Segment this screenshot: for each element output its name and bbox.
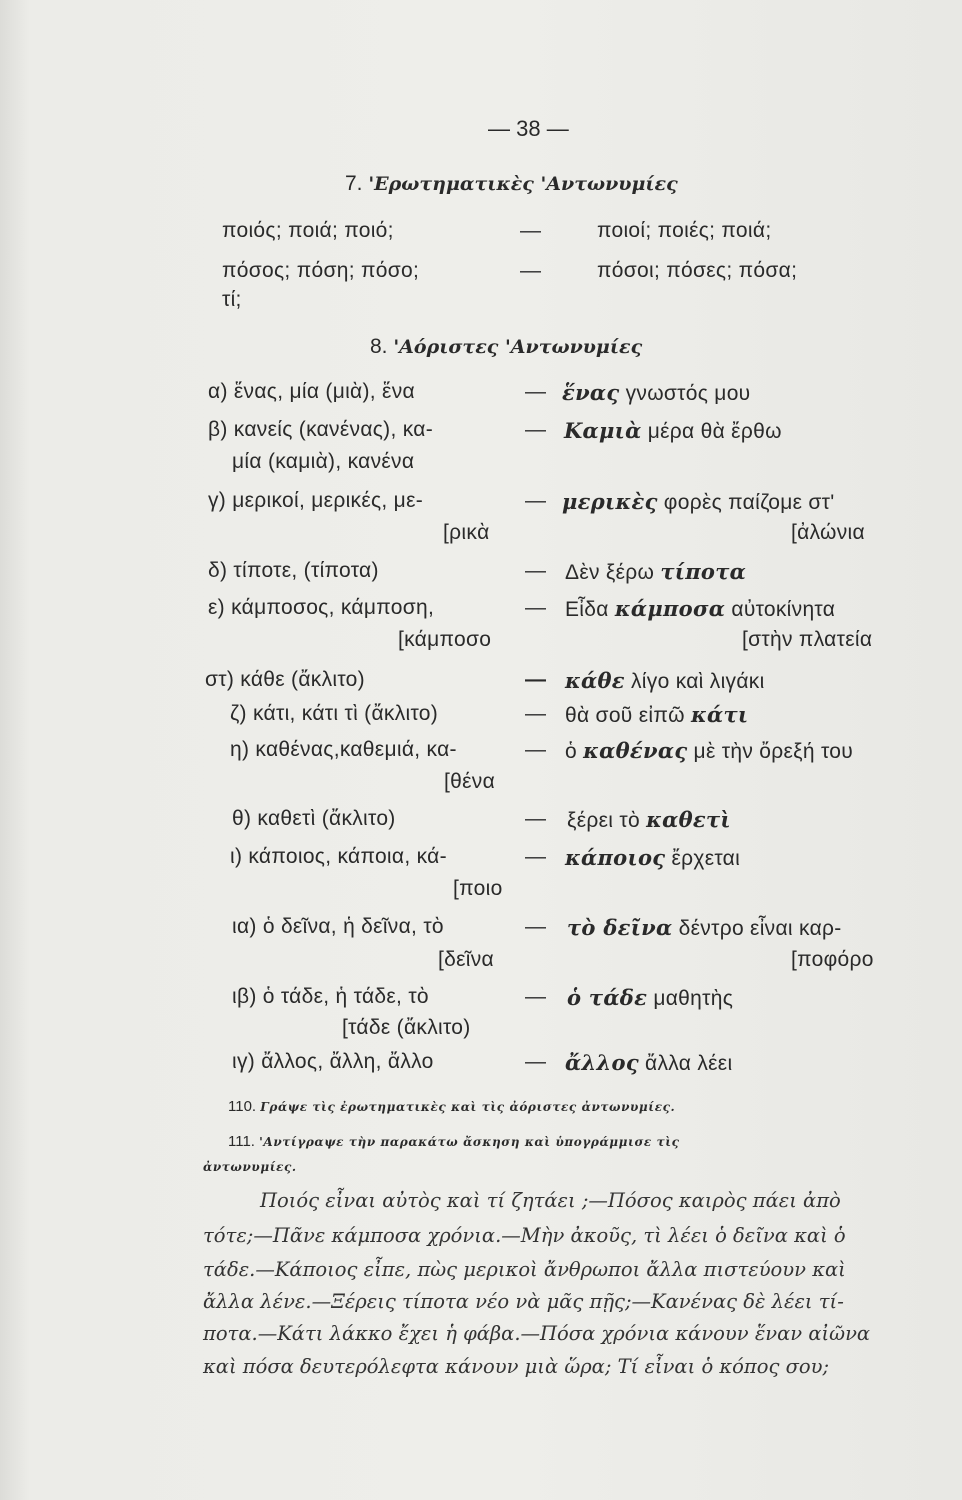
s8-row-z-left: ζ) κάτι, κάτι τὶ (ἄκλιτο) <box>230 702 439 725</box>
s8-row-ig-right: ἄλλος ἄλλα λέει <box>565 1050 733 1075</box>
s8-row-th-dash: — <box>525 807 546 830</box>
s8-row-a-dash: — <box>525 380 546 403</box>
s8-row-e-dash: — <box>525 596 546 619</box>
s8-row-i-dash: — <box>525 845 546 868</box>
s8-row-ig-left: ιγ) ἄλλος, ἄλλη, ἄλλο <box>232 1050 434 1073</box>
section-7-heading <box>345 172 678 196</box>
s8-row-b-left: β) κανείς (κανένας), κα- <box>208 418 434 441</box>
s8-row-b-cont: μία (καμιὰ), κανένα <box>232 450 415 473</box>
s8-row-ig-dash: — <box>525 1050 546 1073</box>
s7-row-2-right: πόσοι; πόσες; πόσα; <box>597 259 798 282</box>
exercise-111: 111. 'Αντίγραψε τὴν παρακάτω ἄσκηση καὶ ὑπογράμμισε τὶς <box>228 1133 680 1150</box>
s8-row-d-left: δ) τίποτε, (τίποτα) <box>208 559 379 582</box>
s8-row-ia-cont-left: [δεῖνα <box>438 948 494 971</box>
s8-row-ia-dash: — <box>525 915 546 938</box>
paragraph-line-1: Ποιός εἶναι αὐτὸς καὶ τί ζητάει ;—Πόσος καιρὸς πάει ἀπὸ <box>260 1189 841 1212</box>
page-number: — 38 — <box>488 116 569 141</box>
s8-row-h-right: ὁ καθένας μὲ τὴν ὄρεξή του <box>565 738 854 763</box>
s8-row-c-right: μερικὲς φορὲς παίζομε στ' <box>562 489 835 514</box>
s8-row-e-left: ε) κάμποσος, κάμποση, <box>208 596 435 619</box>
paragraph-line-3: τάδε.—Κάποιος εἶπε, πὼς μερικοὶ ἄνθρωποι ἄλλα πιστεύουν καὶ <box>203 1258 846 1281</box>
paragraph-line-2: τότε;—Πᾶνε κάμποσα χρόνια.—Μὴν ἀκοῦς, τὶ λέει ὁ δεῖνα καὶ ὁ <box>203 1224 846 1247</box>
s8-row-th-left: θ) καθετὶ (ἄκλιτο) <box>232 807 396 830</box>
s8-row-st-right: κάθε λίγο καὶ λιγάκι <box>565 668 765 693</box>
s8-row-c-left: γ) μερικοί, μερικές, με- <box>208 489 424 512</box>
s8-row-b-right: Καμιὰ μέρα θὰ ἔρθω <box>564 418 782 443</box>
s7-row-2-dash: — <box>520 259 541 282</box>
s8-row-h-cont: [θένα <box>444 770 496 793</box>
section-8-number: 8. <box>370 335 388 358</box>
s8-row-i-right: κάποιος ἔρχεται <box>565 845 741 870</box>
s8-row-i-left: ι) κάποιος, κάποια, κά- <box>230 845 447 868</box>
s7-row-1-dash: — <box>520 219 541 242</box>
section-7-title: 'Ερωτηματικὲς 'Αντωνυμίες <box>368 173 678 195</box>
s8-row-ib-right: ὁ τάδε μαθητὴς <box>567 985 734 1010</box>
s8-row-ib-left: ιβ) ὁ τάδε, ἡ τάδε, τὸ <box>232 985 429 1008</box>
s8-row-z-dash: — <box>525 702 546 725</box>
exercise-111-cont: ἀντωνυμίες. <box>203 1160 297 1174</box>
s8-row-d-dash: — <box>525 559 546 582</box>
s8-row-e-cont-left: [κάμποσο <box>398 628 492 651</box>
s8-row-ia-left: ια) ὁ δεῖνα, ἡ δεῖνα, τὸ <box>232 915 444 938</box>
s7-row-2-left: πόσος; πόση; πόσο; <box>222 259 420 282</box>
paragraph-line-6: καὶ πόσα δευτερόλεφτα κάνουν μιὰ ὥρα; Τί εἶναι ὁ κόπος σου; <box>203 1355 830 1378</box>
s8-row-st-left: στ) κάθε (ἄκλιτο) <box>205 668 365 691</box>
exercise-110: 110. Γράψε τὶς ἐρωτηματικὲς καὶ τὶς ἀόριστες ἀντωνυμίες. <box>228 1098 676 1115</box>
s8-row-h-dash: — <box>525 738 546 761</box>
s8-row-e-cont-right: [στὴν πλατεία <box>742 628 873 651</box>
s8-row-z-right: θὰ σοῦ εἰπῶ κάτι <box>565 702 749 727</box>
s8-row-ib-dash: — <box>525 985 546 1008</box>
s8-row-a-left: α) ἕνας, μία (μιὰ), ἕνα <box>208 380 415 403</box>
s8-row-c-cont-right: [ἀλώνια <box>791 521 865 544</box>
section-8-title: 'Αόριστες 'Αντωνυμίες <box>393 336 643 358</box>
s8-row-ia-right: τὸ δεῖνα δέντρο εἶναι καρ- <box>567 915 842 940</box>
paragraph-line-5: ποτα.—Κάτι λάκκο ἔχει ἡ φάβα.—Πόσα χρόνια κάνουν ἕναν αἰῶνα <box>203 1322 871 1345</box>
s7-row-1-right: ποιοί; ποιές; ποιά; <box>597 219 772 242</box>
s8-row-h-left: η) καθένας,καθεμιά, κα- <box>230 738 457 761</box>
s8-row-d-right: Δὲν ξέρω τίποτα <box>565 559 747 584</box>
s8-row-a-right: ἕνας γνωστός μου <box>562 380 751 405</box>
s8-row-th-right: ξέρει τὸ καθετὶ <box>567 807 731 832</box>
s8-row-c-dash: — <box>525 489 546 512</box>
s8-row-ia-cont-right: [ποφόρο <box>791 948 874 971</box>
s8-row-c-cont-left: [ρικὰ <box>443 521 490 544</box>
s8-row-b-dash: — <box>525 418 546 441</box>
s8-row-ib-cont: [τάδε (ἄκλιτο) <box>342 1016 471 1039</box>
s8-row-i-cont: [ποιο <box>453 877 503 900</box>
s7-row-3-left: τί; <box>222 288 242 311</box>
s8-row-e-right: Εἶδα κάμποσα αὐτοκίνητα <box>565 596 836 621</box>
paragraph-line-4: ἄλλα λένε.—Ξέρεις τίποτα νέο νὰ μᾶς πῇς;—Κανένας δὲ λέει τί- <box>203 1290 844 1313</box>
section-8-heading <box>370 335 642 359</box>
s8-row-st-dash: — <box>525 668 546 691</box>
s7-row-1-left: ποιός; ποιά; ποιό; <box>222 219 394 242</box>
section-7-number: 7. <box>345 172 363 195</box>
